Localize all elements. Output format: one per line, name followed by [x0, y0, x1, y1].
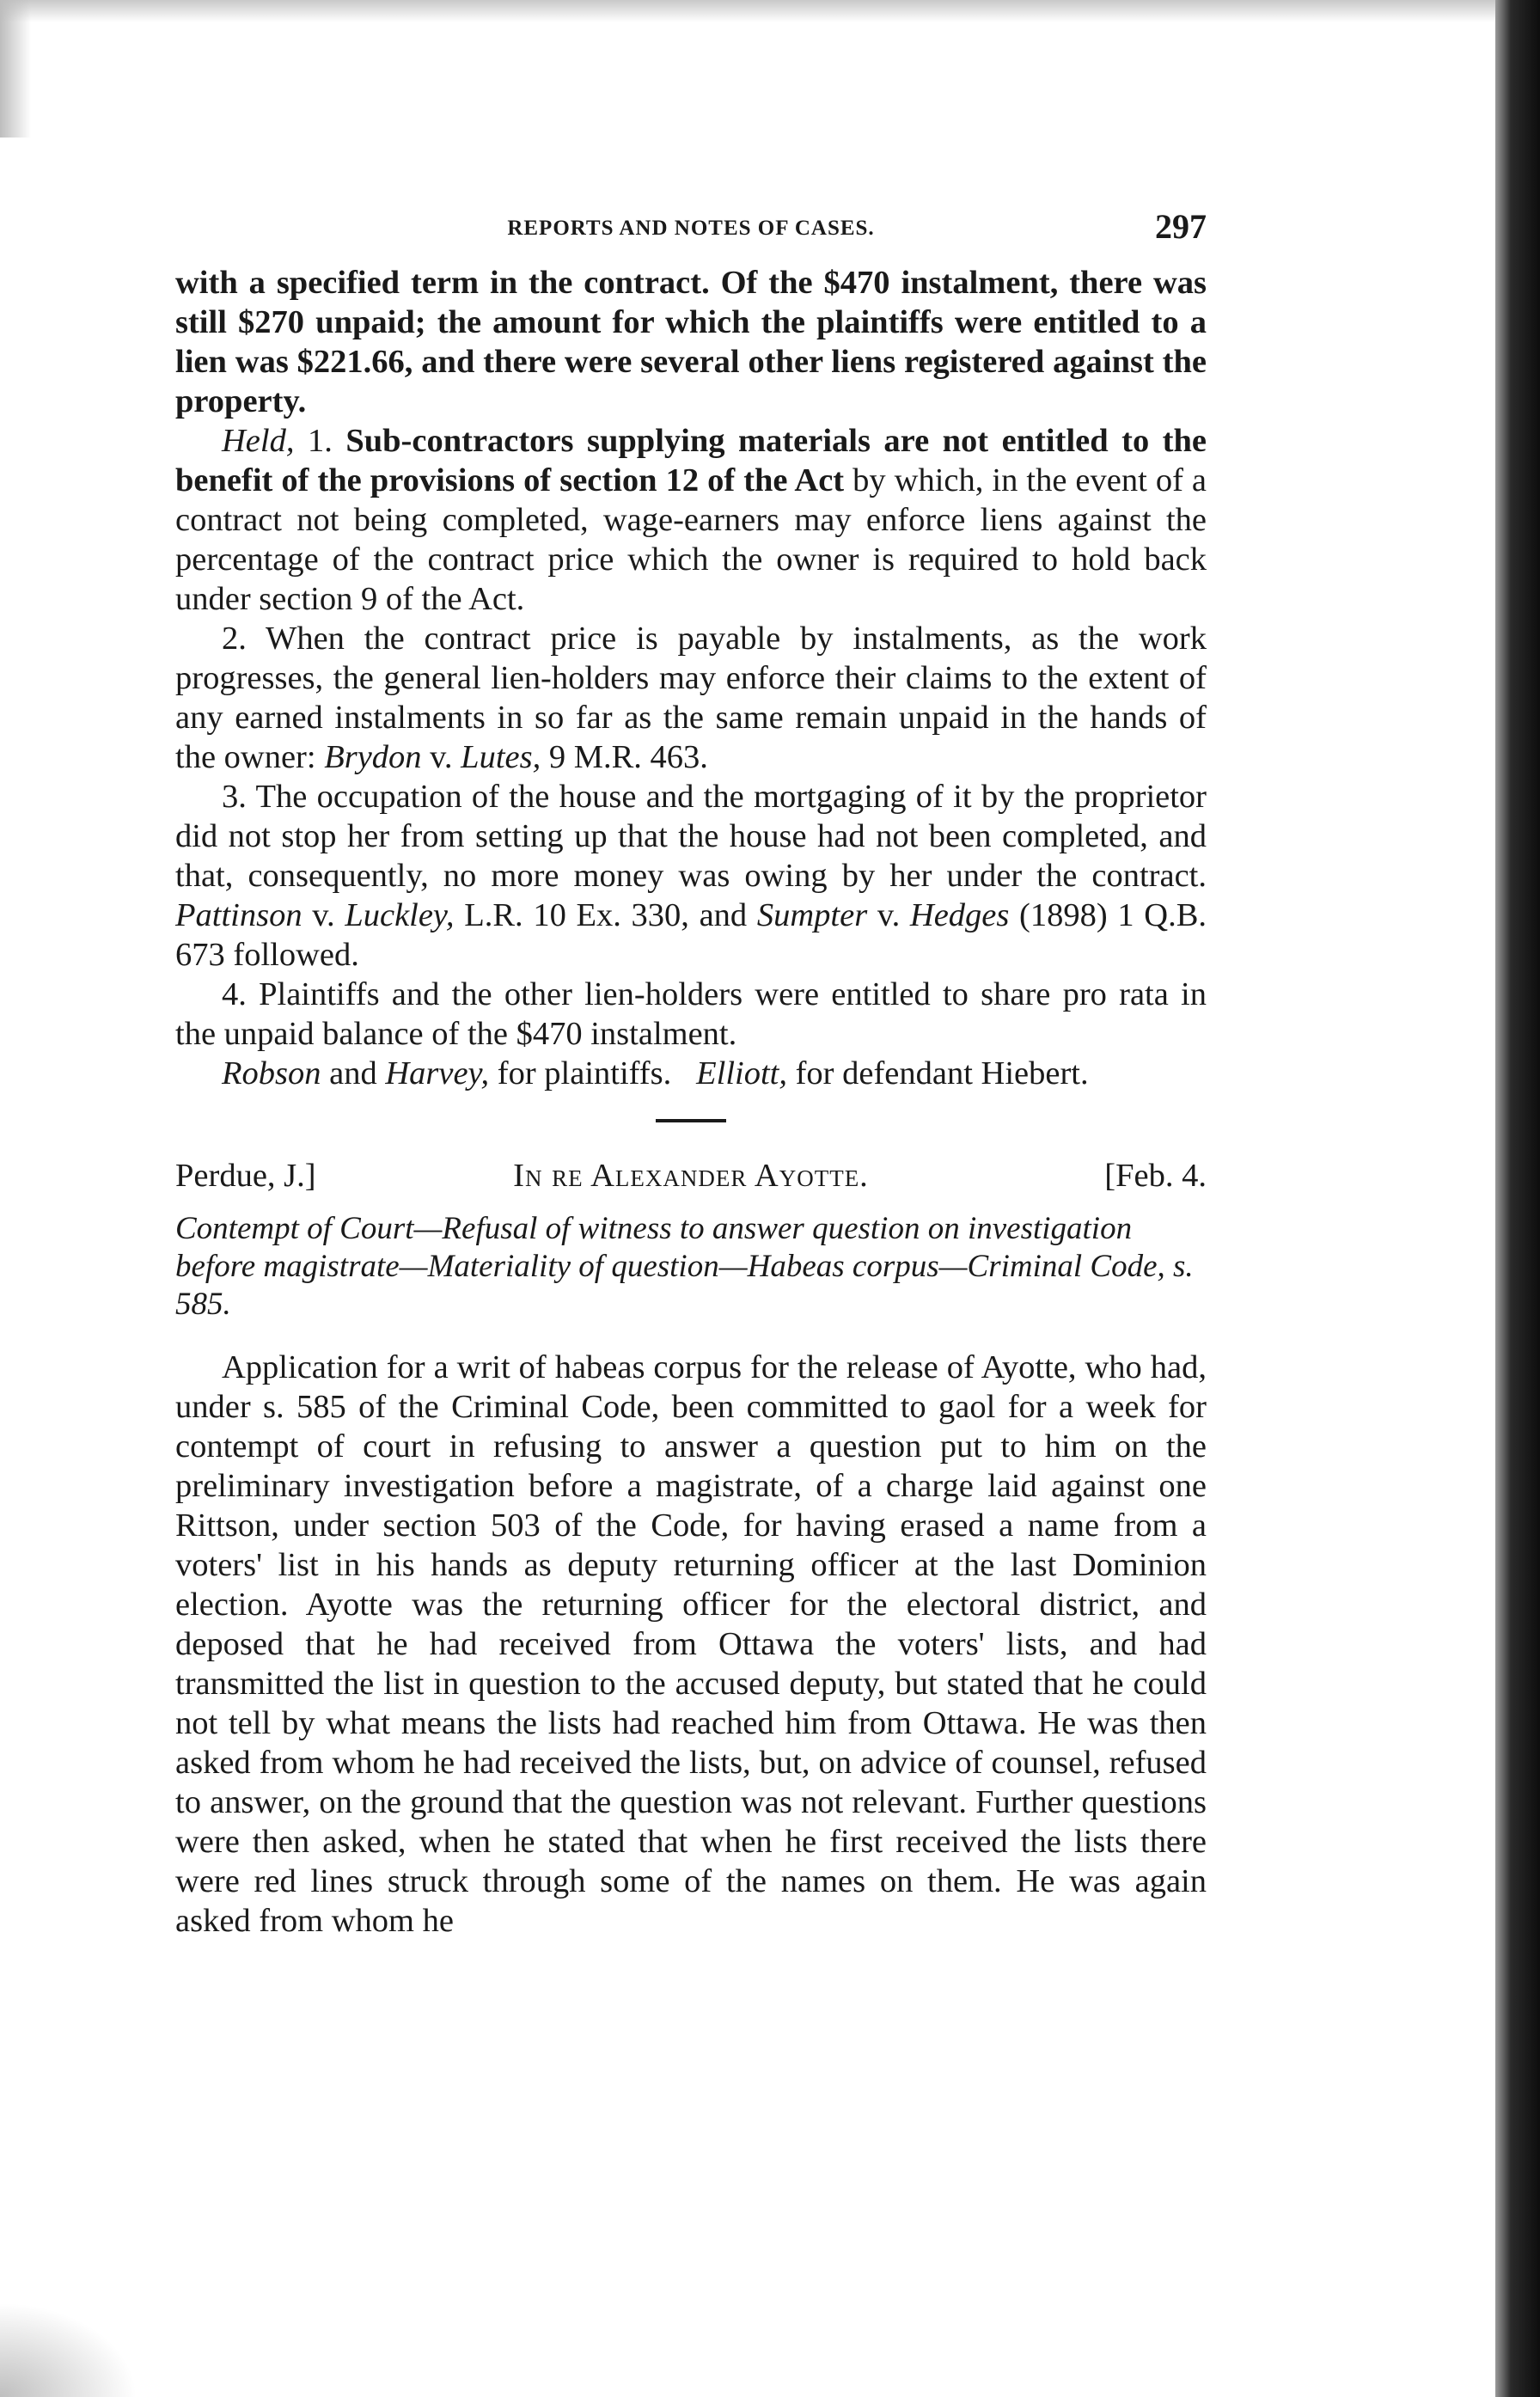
scan-binding-edge	[1495, 0, 1540, 2397]
case-ref-sumpter: Sumpter	[756, 897, 868, 933]
held-3-paragraph	[175, 777, 1207, 975]
running-head	[175, 199, 1207, 263]
scan-shadow-top	[0, 0, 1540, 22]
scan-shadow-bottom	[0, 2302, 138, 2397]
held-1-rest: by which, in the event of a contract not being completed, wage-earners may enforce liens against the percentage of the contract price which the owner is required to hold back under section 9 of the Act.	[175, 462, 1207, 617]
counsel-harvey: Harvey,	[385, 1055, 490, 1091]
case-judge: Perdue, J.]	[175, 1158, 316, 1194]
citation: (1898) 1 Q.B. 673 followed.	[175, 897, 1207, 973]
case-ref-brydon: Brydon	[324, 739, 422, 775]
second-case-text	[175, 1348, 1207, 1941]
headnote	[175, 1210, 1207, 1324]
first-case-text	[175, 263, 1207, 1093]
held-label: Held,	[222, 423, 295, 459]
case-ref-lutes: Lutes,	[461, 739, 541, 775]
case-header	[175, 1157, 1207, 1205]
held-4-paragraph: 4. Plaintiffs and the other lien-holders were entitled to share pro rata in the unpaid balance of the $470 instalment.	[175, 976, 1207, 1052]
case-name: In re Alexander Ayotte.	[513, 1158, 869, 1194]
counsel-role-plaintiffs: for plaintiffs.	[497, 1055, 672, 1091]
counsel-elliott: Elliott,	[696, 1055, 787, 1091]
held-1-number: 1.	[307, 423, 333, 459]
held-2-text: 2. When the contract price is payable by instalments, as the work progresses, the general lien-holders may enforce their claims to the extent of any earned instalments in so far as the same remain unpaid in the hands of the owner:	[175, 621, 1207, 775]
versus: v.	[430, 739, 453, 775]
versus: v.	[877, 897, 901, 933]
counsel-paragraph	[175, 1054, 1207, 1093]
held-1-paragraph	[175, 421, 1207, 619]
citation: 9 M.R. 463.	[548, 739, 708, 775]
headnote-text: Contempt of Court—Refusal of witness to answer question on investigation before magistrate—Materiality of question—Habeas corpus—Criminal Code, s. 585.	[175, 1211, 1194, 1322]
held-3-text: 3. The occupation of the house and the mortgaging of it by the proprietor did not stop her from setting up that the house had not been completed, and that, consequently, no more money was owing by her under the contract.	[175, 779, 1207, 894]
held-2-paragraph	[175, 619, 1207, 777]
held-1-bold: Sub-contractors supplying materials are not entitled to the benefit of the provisions of section 12 of the Act	[175, 423, 1207, 498]
case-ref-luckley: Luckley,	[345, 897, 455, 933]
body-paragraph: Application for a writ of habeas corpus for the release of Ayotte, who had, under s. 585 of the Criminal Code, been committed to gaol for a week for contempt of court in refusing to answer a question put to him on the preliminary investigation before a magistrate, of a charge laid against one Rittson, under section 503 of the Code, for having erased a name from a voters' list in his hands as deputy returning officer at the last Dominion election. Ayotte was the returning officer for the electoral district, and deposed that he had received from Ottawa the voters' lists, and had transmitted the list in question to the accused deputy, but stated that he could not tell by what means the lists had reached him from Ottawa. He was then asked from whom he had received the lists, but, on advice of counsel, refused to answer, on the ground that the question was not relevant. Further questions were then asked, when he stated that when he first received the lists there were red lines struck through some of the names on them. He was again asked from whom he	[175, 1349, 1207, 1939]
case-ref-pattinson: Pattinson	[175, 897, 302, 933]
counsel-role-defendant: for defendant Hiebert.	[795, 1055, 1089, 1091]
versus: v.	[312, 897, 335, 933]
case-ref-hedges: Hedges	[909, 897, 1010, 933]
section-divider	[656, 1119, 726, 1122]
facts-paragraph: with a specified term in the contract. Of the $470 instalment, there was still $270 unpaid; the amount for which the plaintiffs were entitled to a lien was $221.66, and there were several other liens registered against the property.	[175, 265, 1207, 419]
counsel-robson: Robson	[222, 1055, 321, 1091]
counsel-and: and	[329, 1055, 377, 1091]
citation: L.R. 10 Ex. 330, and	[464, 897, 748, 933]
running-title: REPORTS AND NOTES OF CASES.	[507, 217, 875, 240]
document-page	[175, 199, 1207, 1941]
case-date: [Feb. 4.	[1104, 1158, 1207, 1194]
scan-shadow-left	[0, 0, 31, 138]
page-number: 297	[1155, 207, 1207, 246]
